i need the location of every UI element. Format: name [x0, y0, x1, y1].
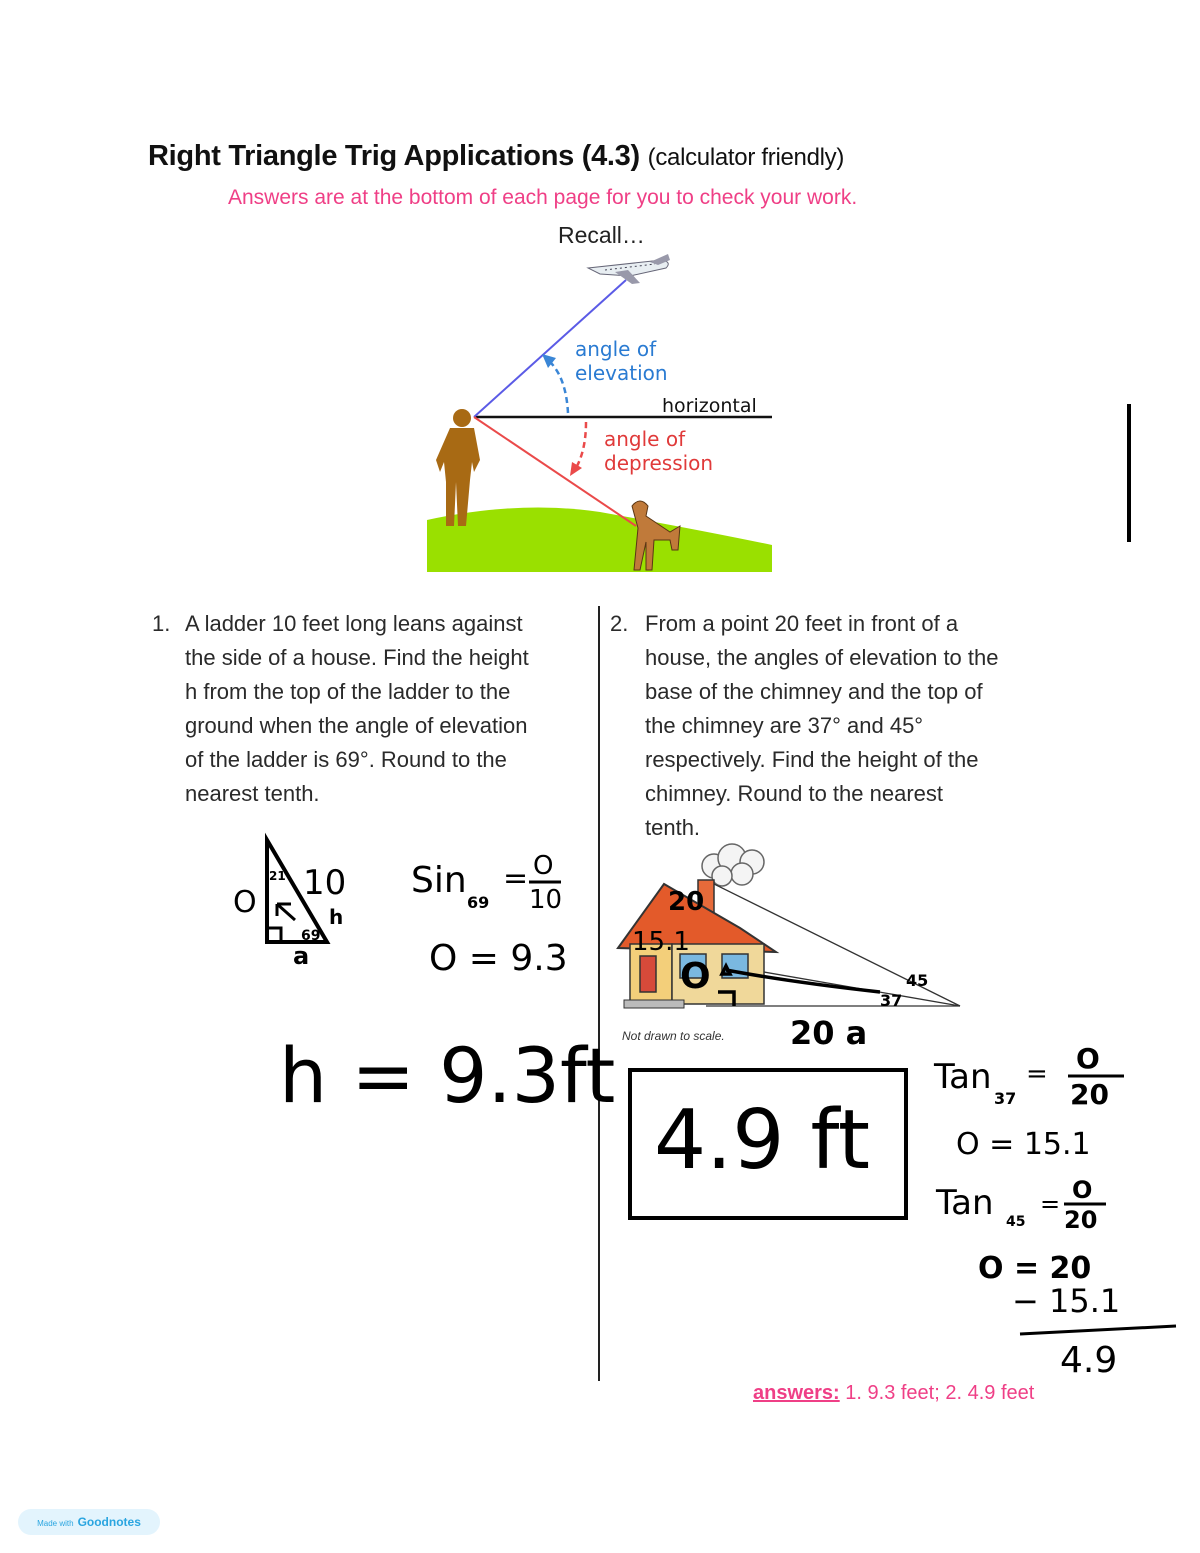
pen-mark [1127, 404, 1131, 542]
depression-arrowhead [570, 462, 582, 476]
q2-eq1-den: 20 [1070, 1078, 1109, 1111]
q2-eq5: − 15.1 [1012, 1282, 1121, 1320]
q1-eq1-num: O [533, 851, 554, 881]
question-1-line: the side of a house. Find the height [185, 645, 529, 670]
subtraction-line [1020, 1326, 1176, 1334]
q1-eq1-sub: 69 [467, 893, 490, 912]
title-subtitle: (calculator friendly) [647, 144, 845, 171]
elevation-arrowhead [542, 354, 556, 368]
fig-37-label: 37 [880, 991, 903, 1010]
question-1-work [225, 830, 616, 1130]
question-2-line: respectively. Find the height of the [645, 747, 979, 772]
q1-final-answer: h = 9.3ft [279, 1031, 616, 1120]
question-1 [152, 607, 592, 811]
question-2-line: tenth. [645, 815, 701, 840]
boxed-answer [628, 1068, 908, 1220]
tri-bottom-angle: 69 [301, 928, 321, 944]
elevation-label-1: angle of [575, 337, 657, 361]
elevation-depression-diagram [400, 250, 790, 580]
boxed-answer-text: 4.9 ft [654, 1093, 871, 1188]
title-main: Right Triangle Trig Applications (4.3) [148, 140, 640, 172]
q2-eq4: O = 20 [978, 1251, 1092, 1286]
answers-text: 1. 9.3 feet; 2. 4.9 feet [839, 1382, 1035, 1404]
elevation-label-2: elevation [575, 361, 668, 385]
right-angle-mark [267, 928, 281, 942]
not-to-scale-note: Not drawn to scale. [622, 1029, 725, 1043]
recall-label: Recall… [558, 222, 645, 248]
question-1-line: ground when the angle of elevation [185, 713, 528, 738]
elevation-arc [548, 360, 568, 413]
q2-eq1-equals: = [1026, 1059, 1048, 1089]
q1-eq1-equals: = [503, 861, 529, 896]
depression-label-2: depression [604, 451, 714, 475]
q1-eq1-den: 10 [529, 885, 563, 915]
ground-shape [427, 508, 772, 573]
question-1-line: h from the top of the ladder to the [185, 679, 511, 704]
question-1-line: of the ladder is 69°. Round to the [185, 747, 507, 772]
man-figure-icon [436, 409, 480, 526]
q1-eq1-fn: Sin [411, 860, 467, 901]
question-1-number: 1. [152, 611, 171, 636]
steps [624, 1000, 684, 1008]
question-2-work [920, 1036, 1190, 1386]
q2-eq3-fn: Tan [936, 1183, 994, 1223]
airplane-icon [588, 254, 670, 284]
badge-brand: Goodnotes [77, 1515, 141, 1529]
question-1-line: nearest tenth. [185, 781, 320, 806]
answers-label: answers: [753, 1382, 840, 1404]
q2-eq3-den: 20 [1064, 1206, 1098, 1234]
q2-eq1-num: O [1076, 1042, 1100, 1075]
fig-45-label: 45 [906, 971, 929, 990]
q2-eq3-equals: = [1040, 1190, 1061, 1218]
question-1-line: A ladder 10 feet long leans against [185, 611, 523, 636]
q2-eq1-sub: 37 [994, 1089, 1017, 1108]
horizontal-label: horizontal [662, 395, 757, 417]
q2-eq3-num: O [1072, 1176, 1093, 1204]
door [640, 956, 656, 992]
fig-151-label: 15.1 [632, 927, 690, 957]
question-2-line: From a point 20 feet in front of a [645, 611, 959, 636]
fig-base-label: 20 a [790, 1014, 868, 1052]
badge-prefix: Made with [37, 1519, 74, 1528]
q1-eq2: O = 9.3 [429, 938, 568, 979]
answers-line [753, 1382, 1034, 1405]
question-2-line: chimney. Round to the nearest [645, 781, 943, 806]
question-2-line: base of the chimney and the top of [645, 679, 983, 704]
tri-top-angle: 21 [269, 869, 286, 883]
q2-eq3-sub: 45 [1006, 1214, 1026, 1230]
question-2-line: the chimney are 37° and 45° [645, 713, 924, 738]
tri-hyp-label: 10 [303, 863, 347, 903]
house-chimney-figure [610, 840, 970, 1050]
fig-20-label: 20 [668, 887, 705, 917]
depression-arc [576, 422, 586, 468]
answers-notice: Answers are at the bottom of each page for you to check your work. [228, 186, 858, 209]
fig-o-label: O [680, 956, 711, 997]
made-with-goodnotes-badge [18, 1509, 160, 1535]
q2-eq1-fn: Tan [934, 1057, 992, 1097]
page-title [148, 140, 844, 173]
tri-h-label: h [329, 905, 344, 929]
depression-label-1: angle of [604, 427, 686, 451]
q2-eq2: O = 15.1 [956, 1127, 1091, 1162]
question-2 [610, 607, 1090, 845]
column-divider [598, 606, 600, 1381]
question-2-number: 2. [610, 611, 629, 636]
tri-adj-label: a [293, 942, 310, 970]
q2-eq6: 4.9 [1060, 1340, 1118, 1381]
question-2-line: house, the angles of elevation to the [645, 645, 999, 670]
tri-opp-label: O [233, 885, 257, 920]
